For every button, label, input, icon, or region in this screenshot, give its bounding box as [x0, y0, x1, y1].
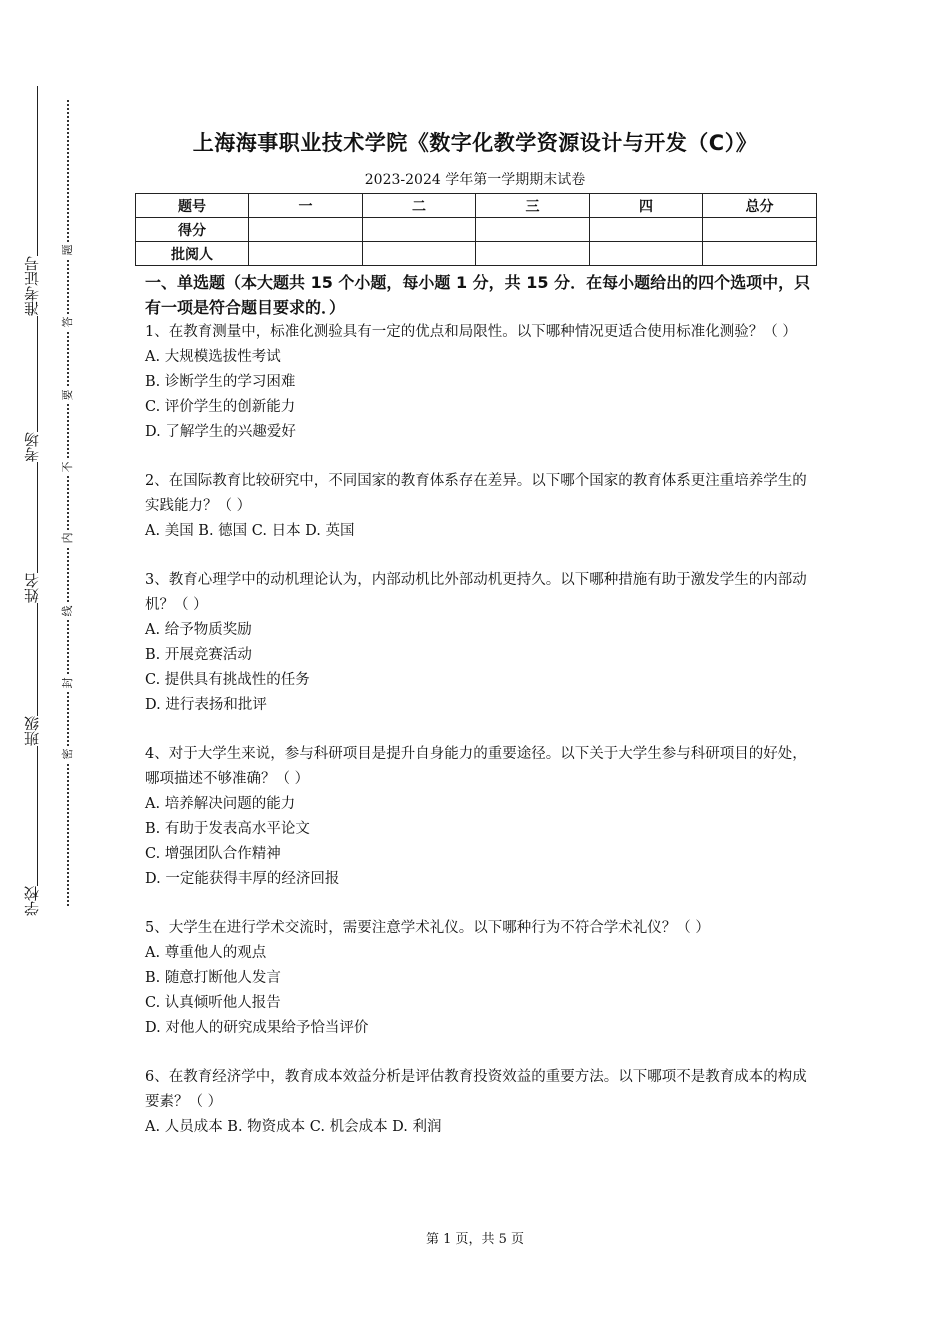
- score-cell: [476, 218, 590, 242]
- question-option: C. 认真倾听他人报告: [145, 995, 281, 1011]
- score-table: [135, 193, 817, 266]
- seal-line-text: [60, 0, 76, 1344]
- page-footer: 第 1 页，共 5 页: [425, 1232, 525, 1247]
- question-option: B. 开展竞赛活动: [145, 647, 252, 663]
- score-cell: 四: [590, 194, 703, 218]
- binding-field-exam-room: [22, 432, 42, 462]
- question-option: C. 评价学生的创新能力: [145, 399, 296, 415]
- binding-label-school: 学校: [23, 886, 41, 916]
- binding-label-exam-room: 考场: [23, 432, 41, 462]
- binding-label-class: 班级: [23, 716, 41, 746]
- score-cell: 三: [476, 194, 590, 218]
- exam-title: 上海海事职业技术学院《数字化教学资源设计与开发（C）》: [192, 131, 758, 155]
- seal-char: 内: [61, 530, 75, 546]
- seal-char: 题: [61, 242, 75, 258]
- question-option: C. 增强团队合作精神: [145, 846, 281, 862]
- question-option: A. 人员成本 B. 物资成本 C. 机会成本 D. 利润: [145, 1119, 442, 1135]
- question-option: D. 进行表扬和批评: [145, 697, 267, 713]
- question-option: D. 一定能获得丰厚的经济回报: [145, 871, 340, 887]
- binding-field-school: [22, 886, 42, 916]
- question-6: [145, 1065, 810, 1140]
- question-list: [145, 320, 810, 1164]
- question-5: [145, 916, 810, 1041]
- question-option: B. 随意打断他人发言: [145, 970, 281, 986]
- score-table-score-row: [136, 218, 817, 242]
- binding-field-exam-number: [22, 256, 42, 316]
- question-3: [145, 568, 810, 718]
- binding-labels: [22, 0, 42, 1344]
- question-option: A. 大规模选拔性考试: [145, 349, 281, 365]
- score-cell: 得分: [136, 218, 249, 242]
- score-cell: [476, 242, 590, 266]
- binding-label-name: 姓名: [23, 573, 41, 603]
- question-option: D. 了解学生的兴趣爱好: [145, 424, 296, 440]
- seal-char: 要: [61, 387, 75, 403]
- score-cell: 批阅人: [136, 242, 249, 266]
- question-2: [145, 469, 810, 544]
- score-cell: [363, 218, 476, 242]
- question-option: B. 有助于发表高水平论文: [145, 821, 310, 837]
- score-table-header-row: [136, 194, 817, 218]
- question-option: B. 诊断学生的学习困难: [145, 374, 296, 390]
- question-stem: 2、在国际教育比较研究中，不同国家的教育体系存在差异。以下哪个国家的教育体系更注重培养学生的实践能力？（ ）: [145, 473, 807, 514]
- question-stem: 6、在教育经济学中，教育成本效益分析是评估教育投资效益的重要方法。以下哪项不是教育成本的构成要素？（ ）: [145, 1069, 807, 1110]
- question-stem: 4、对于大学生来说，参与科研项目是提升自身能力的重要途径。以下关于大学生参与科研项目的好处，哪项描述不够准确？（ ）: [145, 746, 807, 787]
- question-1: [145, 320, 810, 445]
- question-option: A. 培养解决问题的能力: [145, 796, 296, 812]
- seal-char: 封: [61, 675, 75, 691]
- question-stem: 3、教育心理学中的动机理论认为，内部动机比外部动机更持久。以下哪种措施有助于激发学生的内部动机？（ ）: [145, 572, 807, 613]
- seal-char: 不: [61, 459, 75, 475]
- question-option: A. 美国 B. 德国 C. 日本 D. 英国: [145, 523, 355, 539]
- question-option: C. 提供具有挑战性的任务: [145, 672, 310, 688]
- score-cell: 题号: [136, 194, 249, 218]
- score-cell: [363, 242, 476, 266]
- question-option: A. 尊重他人的观点: [145, 945, 267, 961]
- seal-char: 答: [61, 314, 75, 330]
- seal-char: 线: [61, 603, 75, 619]
- score-cell: [703, 242, 817, 266]
- score-cell: [249, 242, 363, 266]
- binding-label-exam-number: 准考证号: [23, 256, 41, 316]
- question-4: [145, 742, 810, 892]
- question-option: D. 对他人的研究成果给予恰当评价: [145, 1020, 369, 1036]
- question-stem: 1、在教育测量中，标准化测验具有一定的优点和局限性。以下哪种情况更适合使用标准化测验？（ ）: [145, 324, 797, 340]
- binding-field-name: [22, 573, 42, 603]
- score-cell: 二: [363, 194, 476, 218]
- score-cell: [590, 242, 703, 266]
- section-heading: 一、单选题（本大题共 15 个小题，每小题 1 分，共 15 分．在每小题给出的四个选项中，只有一项是符合题目要求的．）: [145, 273, 811, 317]
- question-option: A. 给予物质奖励: [145, 622, 252, 638]
- score-cell: [590, 218, 703, 242]
- seal-char: 密: [61, 746, 75, 762]
- score-table-grader-row: [136, 242, 817, 266]
- score-cell: [703, 218, 817, 242]
- question-stem: 5、大学生在进行学术交流时，需要注意学术礼仪。以下哪种行为不符合学术礼仪？（ ）: [145, 920, 710, 936]
- score-cell: [249, 218, 363, 242]
- binding-field-class: [22, 716, 42, 746]
- score-cell: 总分: [703, 194, 817, 218]
- score-cell: 一: [249, 194, 363, 218]
- exam-subtitle: 2023-2024 学年第一学期期末试卷: [364, 172, 586, 188]
